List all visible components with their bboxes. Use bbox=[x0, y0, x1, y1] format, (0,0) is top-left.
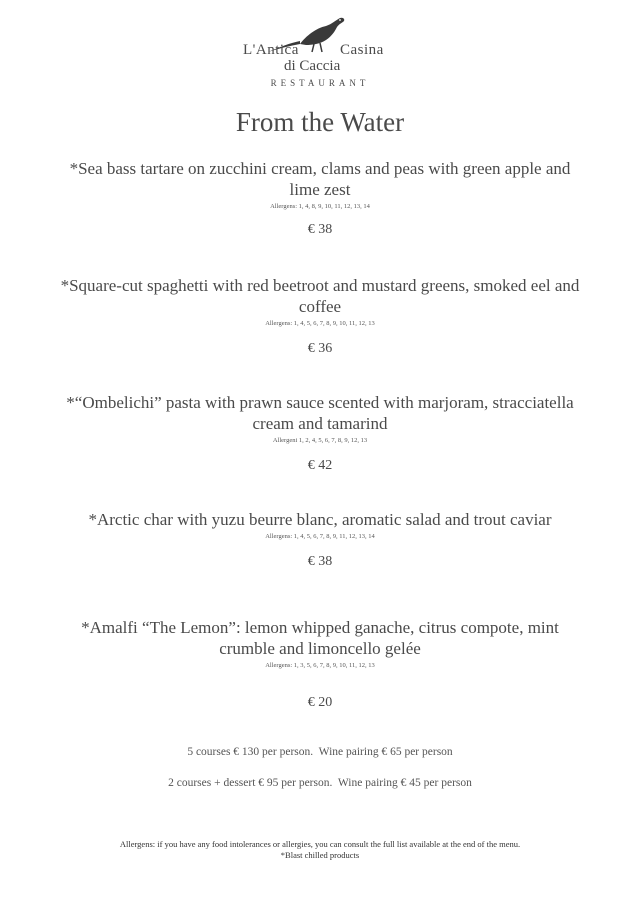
dish-item bbox=[60, 509, 580, 569]
dish-allergens: Allergens: 1, 3, 5, 6, 7, 8, 9, 10, 11, 12, 13 bbox=[265, 662, 375, 669]
dish-allergens: Allergens: 1, 4, 5, 6, 7, 8, 9, 11, 12, 13, 14 bbox=[265, 533, 375, 540]
dish-price: € 20 bbox=[307, 695, 333, 710]
dish-item bbox=[60, 158, 580, 237]
dish-item bbox=[60, 392, 580, 473]
logo-text-antica: L'Antica bbox=[243, 42, 299, 58]
dish-price: € 42 bbox=[307, 458, 333, 473]
tasting-menu-option: 5 courses € 130 per person. Wine pairing € 65 per person bbox=[187, 746, 453, 758]
logo-text-restaurant: RESTAURANT bbox=[270, 78, 370, 88]
dish-allergens: Allergeni 1, 2, 4, 5, 6, 7, 8, 9, 12, 13 bbox=[272, 437, 368, 444]
dish-allergens: Allergens: 1, 4, 8, 9, 10, 11, 12, 13, 14 bbox=[270, 203, 370, 210]
dish-price: € 38 bbox=[307, 554, 333, 569]
dish-name: *“Ombelichi” pasta with prawn sauce scented with marjoram, stracciatella cream and tamarind bbox=[66, 393, 574, 433]
restaurant-logo bbox=[0, 14, 640, 94]
dish-price: € 36 bbox=[307, 341, 333, 356]
section-title: From the Water bbox=[235, 107, 405, 137]
logo-text-line2: di Caccia bbox=[284, 58, 341, 74]
dish-name: *Arctic char with yuzu beurre blanc, aromatic salad and trout caviar bbox=[88, 510, 552, 529]
allergens-note: Allergens: if you have any food intolerances or allergies, you can consult the full list available at the end of the menu. bbox=[119, 839, 521, 849]
dish-allergens: Allergens: 1, 4, 5, 6, 7, 8, 9, 10, 11, 12, 13 bbox=[265, 320, 375, 327]
tasting-menu-option: 2 courses + dessert € 95 per person. Wine pairing € 45 per person bbox=[168, 777, 472, 789]
dish-price: € 38 bbox=[307, 222, 333, 237]
footer-notes bbox=[0, 839, 640, 861]
logo-text-casina: Casina bbox=[340, 42, 384, 58]
dish-name: *Square-cut spaghetti with red beetroot and mustard greens, smoked eel and coffee bbox=[60, 276, 580, 316]
dish-item bbox=[60, 617, 580, 710]
dish-name: *Amalfi “The Lemon”: lemon whipped ganache, citrus compote, mint crumble and limoncello gelée bbox=[81, 618, 559, 658]
dish-name: *Sea bass tartare on zucchini cream, clams and peas with green apple and lime zest bbox=[69, 159, 571, 199]
blast-chilled-note: *Blast chilled products bbox=[280, 850, 360, 860]
dish-item bbox=[60, 275, 580, 356]
